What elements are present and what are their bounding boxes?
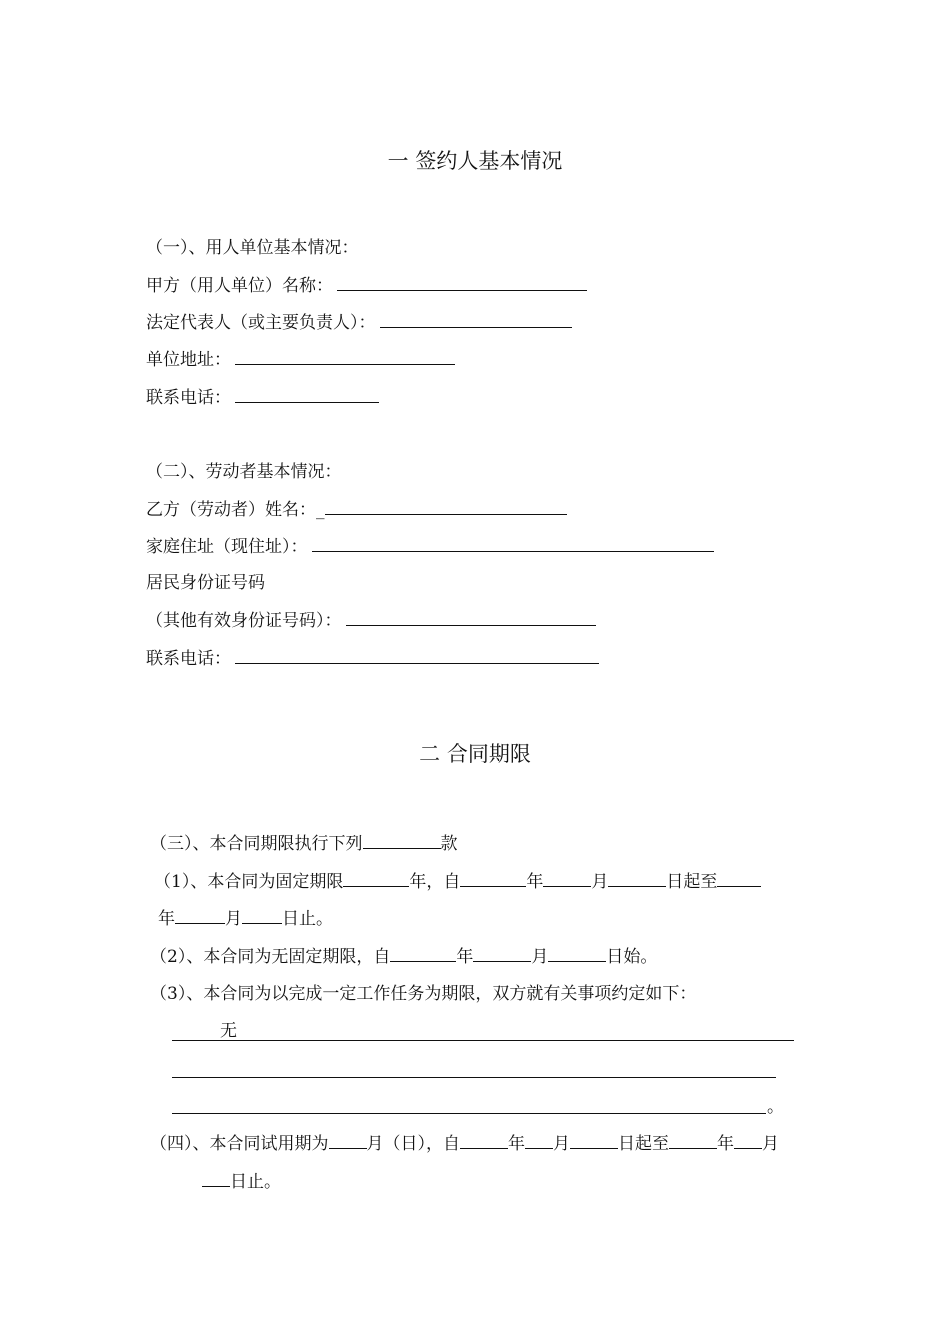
item2-month-label: 月 (531, 947, 549, 967)
item1-after1: 年，自 (409, 872, 461, 892)
item2-start: （2）、本合同为无固定期限，自 (150, 947, 391, 967)
clause4-end-month-label: 月 (762, 1134, 779, 1154)
item1-end-year-label: 年 (158, 909, 175, 929)
employer-address-field[interactable] (235, 347, 455, 365)
item3-line-3[interactable] (172, 1113, 766, 1114)
clause4-row (150, 1131, 779, 1155)
clause4-start-year-field[interactable] (460, 1131, 508, 1149)
section-title-contract-term: 二 合同期限 (419, 742, 531, 766)
home-address-field[interactable] (312, 534, 714, 552)
item1-start-day-field[interactable] (608, 869, 666, 887)
item1-row (154, 869, 761, 893)
clause4-end-year-field[interactable] (669, 1131, 717, 1149)
employer-heading (146, 236, 359, 260)
employer-name-label: 甲方（用人单位）名称： (146, 276, 333, 296)
item1-end-month-label: 月 (225, 909, 242, 929)
item1-end-year-field[interactable] (717, 869, 761, 887)
home-address-label: 家庭住址（现住址）： (146, 537, 308, 557)
item3-line-1[interactable] (172, 1040, 794, 1041)
item1-end-month-field[interactable] (175, 906, 225, 924)
employer-phone-field[interactable] (235, 385, 379, 403)
clause4-row-2 (202, 1169, 281, 1193)
employer-heading-text: （一）、用人单位基本情况： (146, 238, 359, 258)
employer-address-label: 单位地址： (146, 350, 231, 370)
id-label-line2: （其他有效身份证号码）： (146, 611, 342, 631)
clause4-year-label: 年 (508, 1134, 525, 1154)
section-title-signatories: 一 签约人基本情况 (387, 149, 563, 173)
item2-end: 日始。 (606, 947, 658, 967)
item3-filled-value: 无 (220, 1021, 237, 1041)
item1-year-label: 年 (526, 872, 544, 892)
employer-address-row (146, 347, 455, 371)
legal-rep-row (146, 310, 572, 334)
worker-phone-field[interactable] (235, 646, 599, 664)
legal-rep-field[interactable] (380, 310, 572, 328)
item3-text: （3）、本合同为以完成一定工作任务为期限，双方就有关事项约定如下： (150, 984, 697, 1004)
item1-end: 日止。 (282, 909, 333, 929)
worker-name-prefix: _ (316, 500, 325, 520)
clause4-start-month-field[interactable] (525, 1131, 553, 1149)
worker-heading (146, 460, 342, 484)
item2-year-field[interactable] (390, 944, 456, 962)
item1-from-to: 日起至 (666, 872, 718, 892)
item3-period: 。 (767, 1097, 784, 1117)
employer-name-row (146, 273, 587, 297)
item1-month-label: 月 (591, 872, 609, 892)
clause4-start-day-field[interactable] (570, 1131, 618, 1149)
clause3-end: 款 (440, 834, 458, 854)
clause3-field[interactable] (363, 831, 441, 849)
clause3-row (150, 831, 458, 855)
worker-name-field[interactable] (325, 497, 567, 515)
employer-name-field[interactable] (337, 273, 587, 291)
employer-phone-row (146, 385, 379, 409)
clause4-end-month-field[interactable] (734, 1131, 762, 1149)
item1-years-field[interactable] (343, 869, 409, 887)
id-label-line1: 居民身份证号码 (146, 573, 265, 593)
clause4-month-day: 月（日），自 (366, 1134, 460, 1154)
clause3-start: （三）、本合同期限执行下列 (150, 834, 363, 854)
id-number-field[interactable] (346, 608, 596, 626)
item2-day-field[interactable] (548, 944, 606, 962)
clause4-month-label: 月 (553, 1134, 570, 1154)
item3-row (150, 982, 696, 1006)
item1-start-year-field[interactable] (460, 869, 526, 887)
employer-phone-label: 联系电话： (146, 388, 231, 408)
clause4-end: 日止。 (230, 1172, 281, 1192)
item2-month-field[interactable] (473, 944, 531, 962)
item1-end-day-field[interactable] (242, 906, 282, 924)
worker-name-label: 乙方（劳动者）姓名： (146, 500, 316, 520)
item2-year-label: 年 (456, 947, 474, 967)
clause4-end-day-field[interactable] (202, 1169, 230, 1187)
home-address-row (146, 534, 714, 558)
item1-start-month-field[interactable] (543, 869, 591, 887)
id-number-row (146, 608, 596, 632)
worker-name-row (146, 497, 567, 521)
legal-rep-label: 法定代表人（或主要负责人）： (146, 313, 376, 333)
item1-row-2 (158, 906, 333, 930)
item2-row (150, 944, 657, 968)
worker-phone-row (146, 646, 599, 670)
clause4-months-field[interactable] (329, 1131, 367, 1149)
worker-heading-text: （二）、劳动者基本情况： (146, 462, 342, 482)
clause4-end-year-label: 年 (717, 1134, 734, 1154)
clause4-start: （四）、本合同试用期为 (150, 1134, 329, 1154)
worker-phone-label: 联系电话： (146, 649, 231, 669)
id-label-row (146, 571, 265, 595)
item1-start: （1）、本合同为固定期限 (154, 872, 344, 892)
clause4-from-to: 日起至 (618, 1134, 669, 1154)
item3-line-2[interactable] (172, 1077, 776, 1078)
